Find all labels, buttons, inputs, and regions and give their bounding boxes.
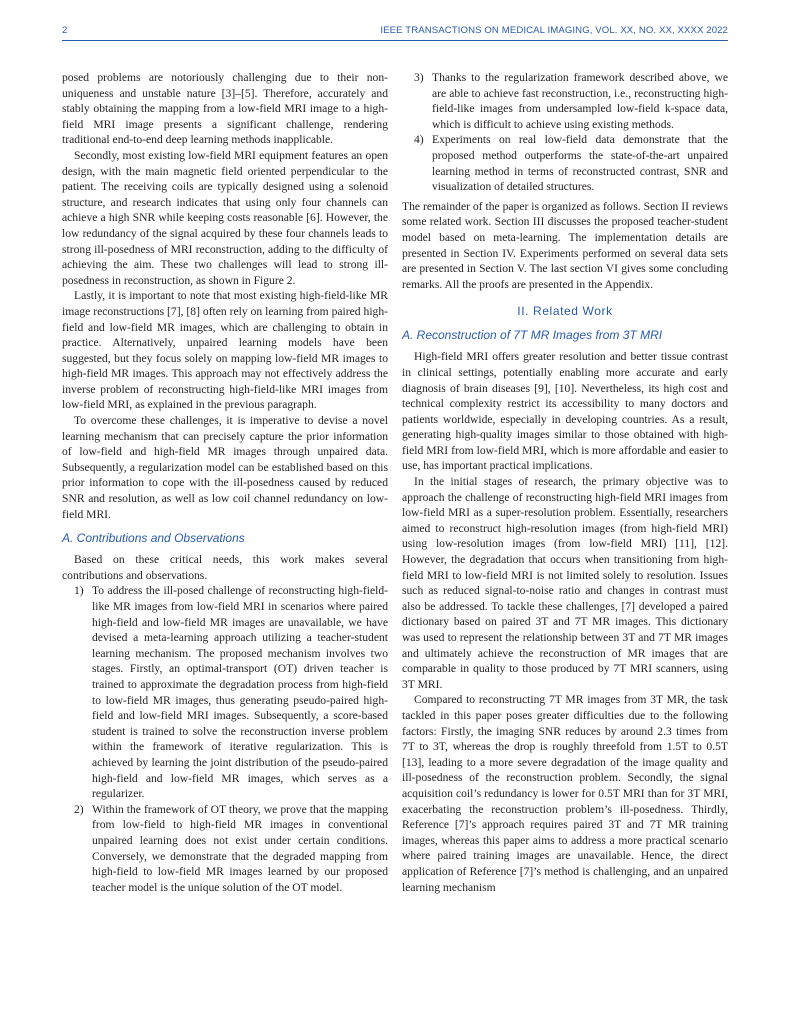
contributions-list (62, 583, 388, 895)
page-number: 2 (62, 25, 68, 36)
list-item-text: To address the ill-posed challenge of reconstructing high-field-like MR images from low-field MRI in scenarios where paired high-field and low-field MR images are unavailable, we have devised a meta-learning approach utilizing a teacher-student learning mechanism. The proposed mechanism involves two stages. Firstly, an optimal-transport (OT) driven teacher is trained to approximate the degradation process from high-field to low-field MR images, thus generating pseudo-paired high-field and low-field MRI images. Subsequently, a score-based student is trained to solve the reconstruction inverse problem within the framework of iterative regularization. This is achieved by learning the joint distribution of the pseudo-paired high-field and low-field MR images, which serves as a regularizer. (92, 584, 388, 801)
paragraph: Compared to reconstructing 7T MR images from 3T MR, the task tackled in this paper poses greater difficulties due to the following factors: Firstly, the imaging SNR reduces by around 2.3 times from 7T to 3T, whereas the drop is roughly threefold from 1.5T to 0.5T [13], leading to a more severe degradation of the image quality and ill-posedness of the reconstruction problem. Secondly, the signal acquisition coil’s redundancy is lower for 0.5T MRI than for 3T MRI, exacerbating the reconstruction problem’s ill-posedness. Thirdly, Reference [7]’s approach requires paired 3T and 7T MR training images, whereas this paper aims to address a more practical scenario where paired training images are unavailable. Hence, the direct application of Reference [7]’s method is challenging, and an unpaired learning mechanism (402, 693, 728, 894)
list-item-number: 1) (74, 584, 84, 598)
subsection-heading-7t-reconstruction: A. Reconstruction of 7T MR Images from 3T MRI (402, 328, 663, 343)
section-heading-related-work: II. Related Work (517, 304, 613, 319)
page-header (62, 24, 728, 41)
journal-running-head: IEEE TRANSACTIONS ON MEDICAL IMAGING, VOL. XX, NO. XX, XXXX 2022 (380, 25, 728, 36)
list-item-text: Within the framework of OT theory, we prove that the mapping from low-field to high-field MR images in conventional unpaired learning does not exist under certain conditions. Conversely, we demonstrate that the degraded mapping from high-field to low-field MR images learned by our proposed teacher model is the unique solution of the OT model. (92, 802, 388, 894)
list-item (402, 70, 728, 132)
subsection-heading-contributions: A. Contributions and Observations (62, 531, 245, 546)
left-column (62, 70, 388, 895)
list-item (402, 132, 728, 194)
list-item-number: 2) (74, 802, 84, 816)
list-item-number: 3) (414, 71, 424, 84)
paragraph: To overcome these challenges, it is imperative to devise a novel learning mechanism that can precisely capture the prior information of low-field and high-field MR images through unpaired data. Subsequently, a regularization model can be established based on this prior information to cope with the ill-posedness caused by reduced SNR and resolution, as well as low coil channel redundancy on low-field MRI. (62, 414, 388, 521)
paragraph: In the initial stages of research, the primary objective was to approach the challenge of reconstructing high-field MRI images from low-field MRI as a super-resolution problem. Essentially, researchers aimed to reconstruct high-resolution images (from high-field MRI) using low-resolution images (from low-field MRI) [11], [12]. However, the degradation that occurs when transitioning from high-field MRI to low-field MRI is not limited solely to resolution. Issues such as reduced signal-to-noise ratio and changes in contrast must also be addressed. To tackle these challenges, [7] developed a paired dictionary based on paired 3T and 7T MR images. This dictionary was used to represent the relationship between 3T and 7T MR images and ultimately achieve the reconstruction of MR images that are comparable in quality to those produced by 7T MRI scanners, using 3T MRI. (402, 475, 728, 691)
paragraph: Lastly, it is important to note that most existing high-field-like MR image reconstructions [7], [8] often rely on learning from paired high-field and low-field MR images, which are challenging to obtain in practice. Alternatively, unpaired learning models have been suggested, but they focus solely on mapping low-field MR images to high-field MR images. This approach may not effectively address the inverse problem of reconstructing high-field-like MRI images from low-field MRI, as explained in the previous paragraph. (62, 289, 388, 412)
contributions-list-continued (402, 70, 728, 195)
paragraph: Secondly, most existing low-field MRI equipment features an open design, with the main magnetic field oriented perpendicular to the patient. The receiving coils are typically designed using a solenoid structure, and research indicates that using only four channels can achieve a high SNR while keeping costs reasonable [6]. However, the low redundancy of the signal acquired by these four channels leads to strong ill-posedness of MRI reconstruction, adding to the difficulty of achieving the aim. These two challenges will lead to strong ill-posedness in reconstruction, as shown in Figure 2. (62, 148, 388, 287)
list-item (62, 583, 388, 801)
paragraph: The remainder of the paper is organized as follows. Section II reviews some related work. Section III discusses the proposed teacher-student model based on meta-learning. The implementation details are presented in Section IV. Experiments performed on several data sets are presented in Section V. The last section VI gives some concluding remarks. All the proofs are presented in the Appendix. (402, 199, 728, 291)
list-item-number: 4) (414, 133, 424, 147)
paragraph: Based on these critical needs, this work makes several contributions and observations. (62, 553, 388, 582)
list-item-text: Thanks to the regularization framework described above, we are able to achieve fast reconstruction, i.e., reconstructing high-field-like images from undersampled low-field k-space data, which is difficult to achieve using existing methods. (432, 71, 728, 131)
paragraph: posed problems are notoriously challenging due to their non-uniqueness and unstable nature [3]–[5]. Therefore, accurately and stably obtaining the mapping from a low-field MRI image to a high-field MRI image presents a significant challenge, rendering traditional end-to-end deep learning methods inapplicable. (62, 71, 388, 147)
list-item-text: Experiments on real low-field data demonstrate that the proposed method outperforms the state-of-the-art unpaired learning method in terms of reconstructed contrast, SNR and visualization of detailed structures. (432, 133, 728, 194)
right-column (402, 70, 728, 895)
paragraph: High-field MRI offers greater resolution and better tissue contrast in clinical settings, potentially enabling more accurate and early diagnosis of brain diseases [9], [10]. Nevertheless, its high cost and technical complexity restrict its accessibility to many doctors and patients worldwide, especially in developing countries. As a result, generating high-quality images similar to those obtained with high-field MRI from low-field MRI, which is more affordable and easier to use, has important practical implications. (402, 350, 728, 473)
list-item (62, 802, 388, 896)
